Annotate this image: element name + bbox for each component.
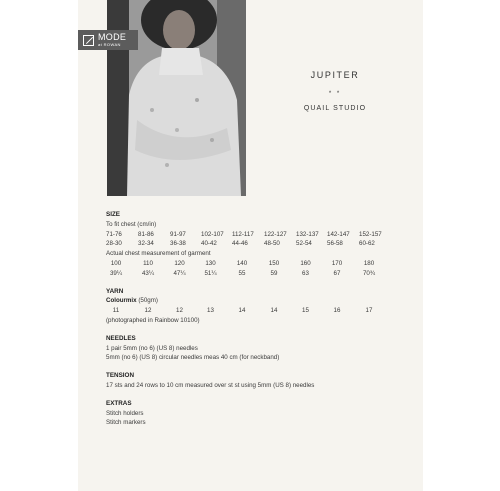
- table-cell: 130: [205, 259, 216, 267]
- table-cell: 51¼: [204, 269, 217, 277]
- needles-heading: NEEDLES: [106, 334, 136, 342]
- table-cell: 14: [270, 307, 278, 315]
- table-cell: 32-34: [138, 240, 154, 248]
- logo-main-text: MODE: [98, 32, 127, 42]
- table-cell: 55: [238, 269, 246, 277]
- fit-cm-row: [106, 230, 406, 240]
- table-cell: 59: [270, 269, 278, 277]
- table-cell: 81-86: [138, 230, 154, 238]
- logo-mark-icon: [83, 35, 94, 46]
- table-cell: 67: [333, 269, 341, 277]
- table-cell: 48-50: [264, 240, 280, 248]
- yarn-name-line: [106, 296, 406, 306]
- table-cell: 13: [207, 307, 214, 315]
- needles-line-2: 5mm (no 6) (US 8) circular needles meas 40 cm (for neckband): [106, 354, 280, 362]
- table-cell: 39¼: [109, 269, 123, 277]
- table-cell: 28-30: [106, 240, 122, 248]
- table-cell: 11: [112, 307, 120, 315]
- mode-rowan-logo: [78, 30, 138, 50]
- table-cell: 120: [174, 259, 185, 267]
- table-cell: 140: [236, 259, 248, 267]
- table-cell: 15: [302, 307, 309, 315]
- actual-cm-row: [106, 259, 406, 269]
- table-cell: 17: [365, 307, 373, 315]
- table-cell: 142-147: [327, 230, 350, 238]
- logo-sub-text: at ROWAN: [98, 42, 121, 47]
- yarn-heading: YARN: [106, 287, 124, 295]
- table-cell: 60-62: [359, 240, 375, 248]
- table-cell: 63: [302, 269, 309, 277]
- table-cell: 44-46: [232, 240, 248, 248]
- table-cell: 43¼: [141, 269, 155, 277]
- table-cell: 12: [176, 307, 183, 315]
- fit-in-row: [106, 239, 406, 249]
- pattern-details: [106, 210, 406, 428]
- designer-studio: QUAIL STUDIO: [303, 105, 367, 112]
- table-cell: 16: [333, 307, 341, 315]
- table-cell: 122-127: [264, 230, 287, 238]
- extras-line-1: Stitch holders: [106, 409, 144, 417]
- table-cell: 56-58: [327, 240, 343, 248]
- table-cell: 160: [300, 259, 311, 267]
- yarn-note: (photographed in Rainbow 10100): [106, 316, 200, 324]
- actual-chest-label: Actual chest measurement of garment: [106, 250, 211, 258]
- table-cell: 152-157: [359, 230, 382, 238]
- table-cell: 40-42: [201, 240, 217, 248]
- extras-line-2: Stitch markers: [106, 419, 146, 427]
- table-cell: 110: [143, 259, 153, 267]
- table-cell: 14: [238, 307, 246, 315]
- title-ornament: * *: [328, 91, 342, 97]
- table-cell: 52-54: [296, 240, 312, 248]
- table-cell: 100: [110, 259, 122, 267]
- fit-chest-label: To fit chest (cm/in): [106, 220, 157, 228]
- table-cell: 170: [331, 259, 343, 267]
- needles-line-1: 1 pair 5mm (no 6) (US 8) needles: [106, 344, 198, 352]
- table-cell: 36-38: [170, 240, 186, 248]
- table-cell: 70¾: [362, 269, 376, 277]
- tension-line-1: 17 sts and 24 rows to 10 cm measured over st st using 5mm (US 8) needles: [106, 381, 315, 389]
- size-heading: SIZE: [106, 211, 120, 218]
- title-block: [295, 70, 375, 112]
- table-cell: 12: [144, 307, 152, 315]
- table-cell: 132-137: [296, 230, 319, 238]
- yarn-balls-row: [106, 306, 406, 316]
- table-cell: 47¼: [173, 269, 186, 277]
- extras-heading: EXTRAS: [106, 399, 132, 407]
- pattern-title: JUPITER: [310, 70, 360, 80]
- tension-heading: TENSION: [106, 372, 134, 380]
- table-cell: 150: [268, 259, 280, 267]
- table-cell: 180: [363, 259, 375, 267]
- table-cell: 91-97: [170, 230, 186, 238]
- table-cell: 71-76: [106, 230, 122, 238]
- actual-in-row: [106, 269, 406, 279]
- table-cell: 112-117: [232, 230, 254, 238]
- table-cell: 102-107: [201, 230, 224, 238]
- yarn-name: Colourmix: [106, 297, 137, 305]
- yarn-weight: (50gm): [136, 297, 158, 305]
